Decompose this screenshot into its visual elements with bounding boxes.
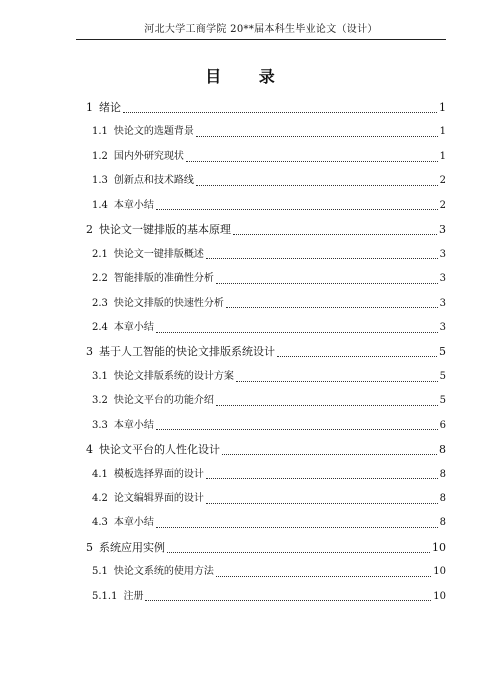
toc-leader-dots <box>196 185 438 186</box>
toc-leader-dots <box>206 478 438 479</box>
toc-entry-number: 3.3 <box>92 419 108 431</box>
toc-entry-number: 3 <box>86 345 93 359</box>
toc-title: 目 录 <box>205 67 291 86</box>
toc-leader-dots <box>233 234 437 235</box>
toc-leader-dots <box>206 258 438 259</box>
toc-entry-label: 模板选择界面的设计 <box>113 468 204 480</box>
toc-entry-page: 10 <box>432 540 446 554</box>
toc-entry-page: 1 <box>439 150 446 162</box>
toc-entry-label: 绪论 <box>99 101 121 114</box>
toc-entry-number: 4.1 <box>92 468 108 480</box>
toc-entry-label: 基于人工智能的快论文排版系统设计 <box>99 345 275 359</box>
toc-entry-number: 2.3 <box>92 297 108 309</box>
toc-entry[interactable] <box>86 267 446 291</box>
toc-entry-label: 注册 <box>123 590 144 602</box>
toc-entry-label: 本章小结 <box>113 419 154 431</box>
toc-leader-dots <box>222 454 437 455</box>
toc-leader-dots <box>186 161 438 162</box>
toc-entry-number: 2.1 <box>92 248 108 260</box>
toc-entry-number: 4.2 <box>92 493 108 504</box>
toc-entry-label: 快论文排版系统的设计方案 <box>113 370 234 382</box>
toc-entry[interactable] <box>86 585 446 609</box>
toc-entry-page: 2 <box>439 199 446 211</box>
toc-leader-dots <box>145 600 431 601</box>
toc-entry-label: 创新点和技术路线 <box>113 175 194 187</box>
toc-entry-number: 5 <box>86 540 93 554</box>
toc-entry-label: 国内外研究现状 <box>113 150 184 162</box>
toc-leader-dots <box>156 429 438 430</box>
toc-leader-dots <box>206 503 438 504</box>
toc-entry[interactable] <box>86 169 446 193</box>
toc-leader-dots <box>123 112 437 113</box>
toc-entry[interactable] <box>86 511 446 535</box>
toc-entry-page: 3 <box>439 248 446 260</box>
toc-entry-label: 快论文排版的快速性分析 <box>113 297 224 309</box>
toc-leader-dots <box>156 527 438 528</box>
toc-entry-page: 8 <box>439 493 446 504</box>
toc-entry-page: 5 <box>439 370 446 382</box>
toc-leader-dots <box>167 552 430 553</box>
toc-entry[interactable] <box>86 120 446 144</box>
toc-leader-dots <box>156 332 438 333</box>
toc-entry[interactable] <box>86 292 446 316</box>
toc-entry-label: 本章小结 <box>113 199 154 211</box>
toc-entry-page: 5 <box>439 345 446 359</box>
toc-entry[interactable] <box>86 536 446 560</box>
toc-entry[interactable] <box>86 560 446 584</box>
toc-entry-number: 2.2 <box>92 273 108 285</box>
toc-entry-label: 智能排版的准确性分析 <box>113 273 214 285</box>
toc-entry-label: 快论文的选题背景 <box>113 126 194 138</box>
toc-leader-dots <box>277 356 437 357</box>
toc-entry-label: 本章小结 <box>113 517 154 529</box>
table-of-contents <box>86 96 446 609</box>
toc-entry-label: 本章小结 <box>113 321 154 333</box>
toc-entry-number: 3.2 <box>92 395 108 407</box>
toc-entry-number: 3.1 <box>92 370 108 382</box>
toc-entry-number: 4.3 <box>92 517 108 529</box>
toc-entry-label: 快论文一键排版的基本原理 <box>99 223 231 237</box>
toc-entry-page: 3 <box>439 321 446 333</box>
toc-entry-page: 1 <box>439 101 446 114</box>
toc-entry-number: 1 <box>86 101 93 114</box>
toc-entry[interactable] <box>86 194 446 218</box>
toc-entry-page: 5 <box>439 395 446 407</box>
toc-entry-label: 快论文平台的人性化设计 <box>99 443 220 457</box>
toc-entry-label: 快论文平台的功能介绍 <box>113 395 214 407</box>
toc-entry-page: 1 <box>439 126 446 138</box>
toc-entry[interactable] <box>86 365 446 389</box>
toc-entry[interactable] <box>86 243 446 267</box>
toc-entry-page: 3 <box>439 297 446 309</box>
toc-entry-page: 8 <box>439 468 446 480</box>
toc-entry-page: 2 <box>439 175 446 187</box>
toc-entry[interactable] <box>86 218 446 242</box>
toc-entry-label: 快论文一键排版概述 <box>113 248 204 260</box>
toc-entry[interactable] <box>86 438 446 462</box>
toc-entry[interactable] <box>86 487 446 511</box>
toc-entry[interactable] <box>86 463 446 487</box>
toc-entry[interactable] <box>86 340 446 364</box>
toc-entry-number: 1.2 <box>92 150 108 162</box>
toc-entry-page: 3 <box>439 223 446 237</box>
toc-entry-page: 3 <box>439 273 446 285</box>
toc-entry-number: 2.4 <box>92 321 108 333</box>
toc-leader-dots <box>156 209 438 210</box>
toc-entry-page: 10 <box>433 590 446 602</box>
toc-leader-dots <box>216 576 431 577</box>
toc-entry[interactable] <box>86 145 446 169</box>
toc-leader-dots <box>216 283 438 284</box>
toc-entry-number: 4 <box>86 443 93 457</box>
toc-entry[interactable] <box>86 414 446 438</box>
toc-entry[interactable] <box>86 316 446 340</box>
toc-entry-page: 10 <box>433 566 446 578</box>
toc-entry-page: 8 <box>439 443 446 457</box>
toc-leader-dots <box>216 405 438 406</box>
toc-leader-dots <box>236 381 438 382</box>
toc-entry-page: 8 <box>439 517 446 529</box>
toc-entry[interactable] <box>86 96 446 120</box>
toc-entry-label: 论文编辑界面的设计 <box>113 493 204 504</box>
toc-entry-number: 5.1.1 <box>92 590 118 602</box>
toc-entry-number: 1.1 <box>92 126 108 138</box>
toc-entry-number: 1.4 <box>92 199 108 211</box>
toc-entry[interactable] <box>86 389 446 413</box>
toc-entry-number: 2 <box>86 223 93 237</box>
toc-entry-page: 6 <box>439 419 446 431</box>
toc-entry-label: 系统应用实例 <box>99 540 165 554</box>
toc-entry-number: 1.3 <box>92 175 108 187</box>
running-header: 河北大学工商学院 20**届本科生毕业论文（设计） <box>76 20 446 40</box>
toc-leader-dots <box>196 136 438 137</box>
toc-entry-number: 5.1 <box>92 566 108 578</box>
toc-entry-label: 快论文系统的使用方法 <box>113 566 214 578</box>
toc-leader-dots <box>226 307 438 308</box>
